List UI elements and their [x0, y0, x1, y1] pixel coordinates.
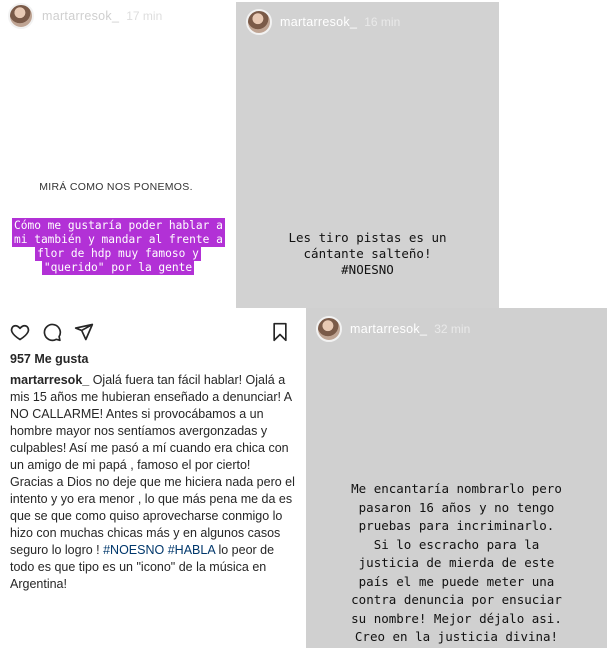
story-title: MIRÁ COMO NOS PONEMOS. [39, 181, 193, 193]
caption-text-2: lo peor de todo es que tipo es un "icono" de la música en Argentina! [10, 543, 275, 591]
story-header [316, 316, 470, 342]
hashtag-habla[interactable]: #HABLA [167, 543, 215, 557]
story-time: 16 min [364, 15, 401, 29]
story-panel-3 [306, 308, 607, 648]
story-text: Me encantaría nombrarlo pero pasaron 16 años y no tengo pruebas para incriminarlo. Si lo escracho para la justicia de mierda de este país el me puede meter una contra denuncia por ensuciar su nombre! Mejor déjalo asi. Creo en la justicia divina! [351, 481, 562, 644]
heart-icon[interactable] [10, 322, 30, 347]
caption-username[interactable]: martarresok_ [10, 373, 90, 387]
story-time: 17 min [126, 9, 163, 23]
story-header [8, 3, 162, 29]
hashtag-noesno[interactable]: #NOESNO [103, 543, 165, 557]
avatar[interactable] [316, 316, 342, 342]
comment-icon[interactable] [42, 322, 62, 347]
avatar[interactable] [8, 3, 34, 29]
story-highlighted-quote [12, 219, 224, 275]
avatar[interactable] [246, 9, 272, 35]
story-panel-1 [0, 0, 232, 310]
story-text: Les tiro pistas es un cántante salteño! #NOESNO [288, 230, 447, 277]
post-actions [10, 322, 94, 347]
story-username[interactable]: martarresok_ [280, 15, 358, 29]
bookmark-icon[interactable] [270, 322, 290, 347]
story-time: 32 min [434, 322, 471, 336]
post-panel [0, 312, 301, 648]
story-username[interactable]: martarresok_ [42, 9, 120, 23]
quote-text: Cómo me gustaría poder hablar a mi también y mandar al frente a flor de hdp muy famoso y "querido" por la gente [14, 219, 223, 274]
story-panel-2 [236, 2, 499, 308]
story-username[interactable]: martarresok_ [350, 322, 428, 336]
caption-text-1: Ojalá fuera tan fácil hablar! Ojalá a mis 15 años me hubieran enseñado a denunciar! A NO CALLARME! Antes si provocábamos a un hombre mayor nos sentíamos avergonzadas y culpables! Así me pasó a mí cuando era chica con un amigo de mi papá , famoso el por cierto! Gracias a Dios no deje que me hiciera nada pero el intento y yo era menor , lo que más pena me da es que se que como quiso aprovecharse conmigo lo hizo con muchas chicas más y en algunos casos seguro lo logro ! [10, 373, 295, 557]
share-icon[interactable] [74, 322, 94, 347]
like-count[interactable]: 957 Me gusta [10, 352, 89, 366]
post-caption [10, 372, 295, 593]
story-header [246, 9, 400, 35]
